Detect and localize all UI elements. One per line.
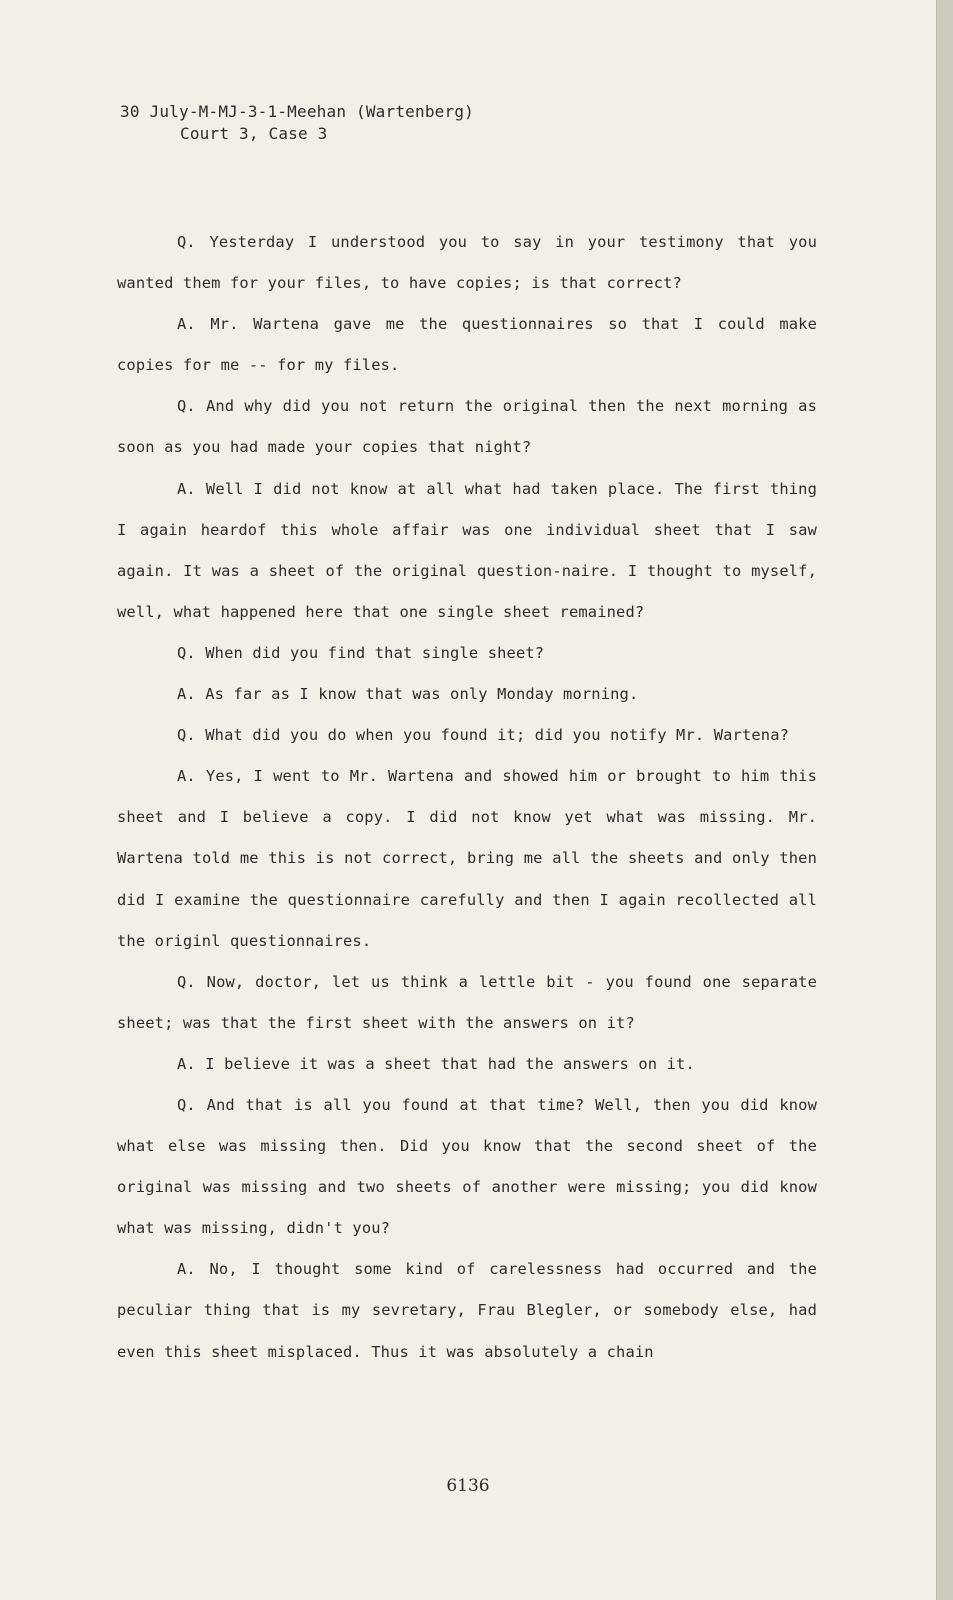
transcript-paragraph: A. Yes, I went to Mr. Wartena and showed him or brought to him this sheet and I believe a copy. I did not know yet what was missing. Mr. Wartena told me this is not correct, bring me all the sheets and only then did I examine the questionnaire carefully and then I again recollected all the originl questionnaires. bbox=[117, 767, 817, 950]
transcript-paragraph: A. Well I did not know at all what had taken place. The first thing I again heardof this whole affair was one individual sheet that I saw again. It was a sheet of the original question-naire. I thought to myself, well, what happened here that one single sheet remained? bbox=[117, 479, 817, 621]
transcript-paragraph: Q. What did you do when you found it; did you notify Mr. Wartena? bbox=[177, 726, 790, 745]
header-court-line: Court 3, Case 3 bbox=[180, 124, 328, 143]
page-number: 6136 bbox=[446, 1476, 490, 1496]
transcript-paragraph: A. Mr. Wartena gave me the questionnaires so that I could make copies for me -- for my files. bbox=[117, 315, 817, 375]
transcript-paragraph: A. As far as I know that was only Monday morning. bbox=[177, 685, 639, 704]
transcript-paragraph: Q. When did you find that single sheet? bbox=[177, 643, 545, 662]
transcript-paragraph: Q. Now, doctor, let us think a lettle bit - you found one separate sheet; was that the first sheet with the answers on it? bbox=[117, 972, 817, 1032]
transcript-paragraph: Q. And that is all you found at that time? Well, then you did know what else was missing then. Did you know that the second sheet of the original was missing and two sheets of another were missing; you did know what was missing, didn't you? bbox=[117, 1095, 817, 1238]
transcript-body bbox=[117, 222, 817, 1373]
transcript-paragraph: A. I believe it was a sheet that had the answers on it. bbox=[177, 1054, 695, 1073]
document-header bbox=[120, 101, 474, 145]
transcript-paragraph: Q. Yesterday I understood you to say in your testimony that you wanted them for your files, to have copies; is that correct? bbox=[117, 233, 817, 293]
transcript-paragraph: A. No, I thought some kind of carelessness had occurred and the peculiar thing that is my sevretary, Frau Blegler, or somebody else, had even this sheet misplaced. Thus it was absolutely a chain bbox=[117, 1260, 817, 1361]
header-session-line: 30 July-M-MJ-3-1-Meehan (Wartenberg) bbox=[120, 102, 474, 121]
page-edge bbox=[936, 0, 953, 1600]
transcript-paragraph: Q. And why did you not return the original then the next morning as soon as you had made your copies that night? bbox=[117, 397, 817, 457]
